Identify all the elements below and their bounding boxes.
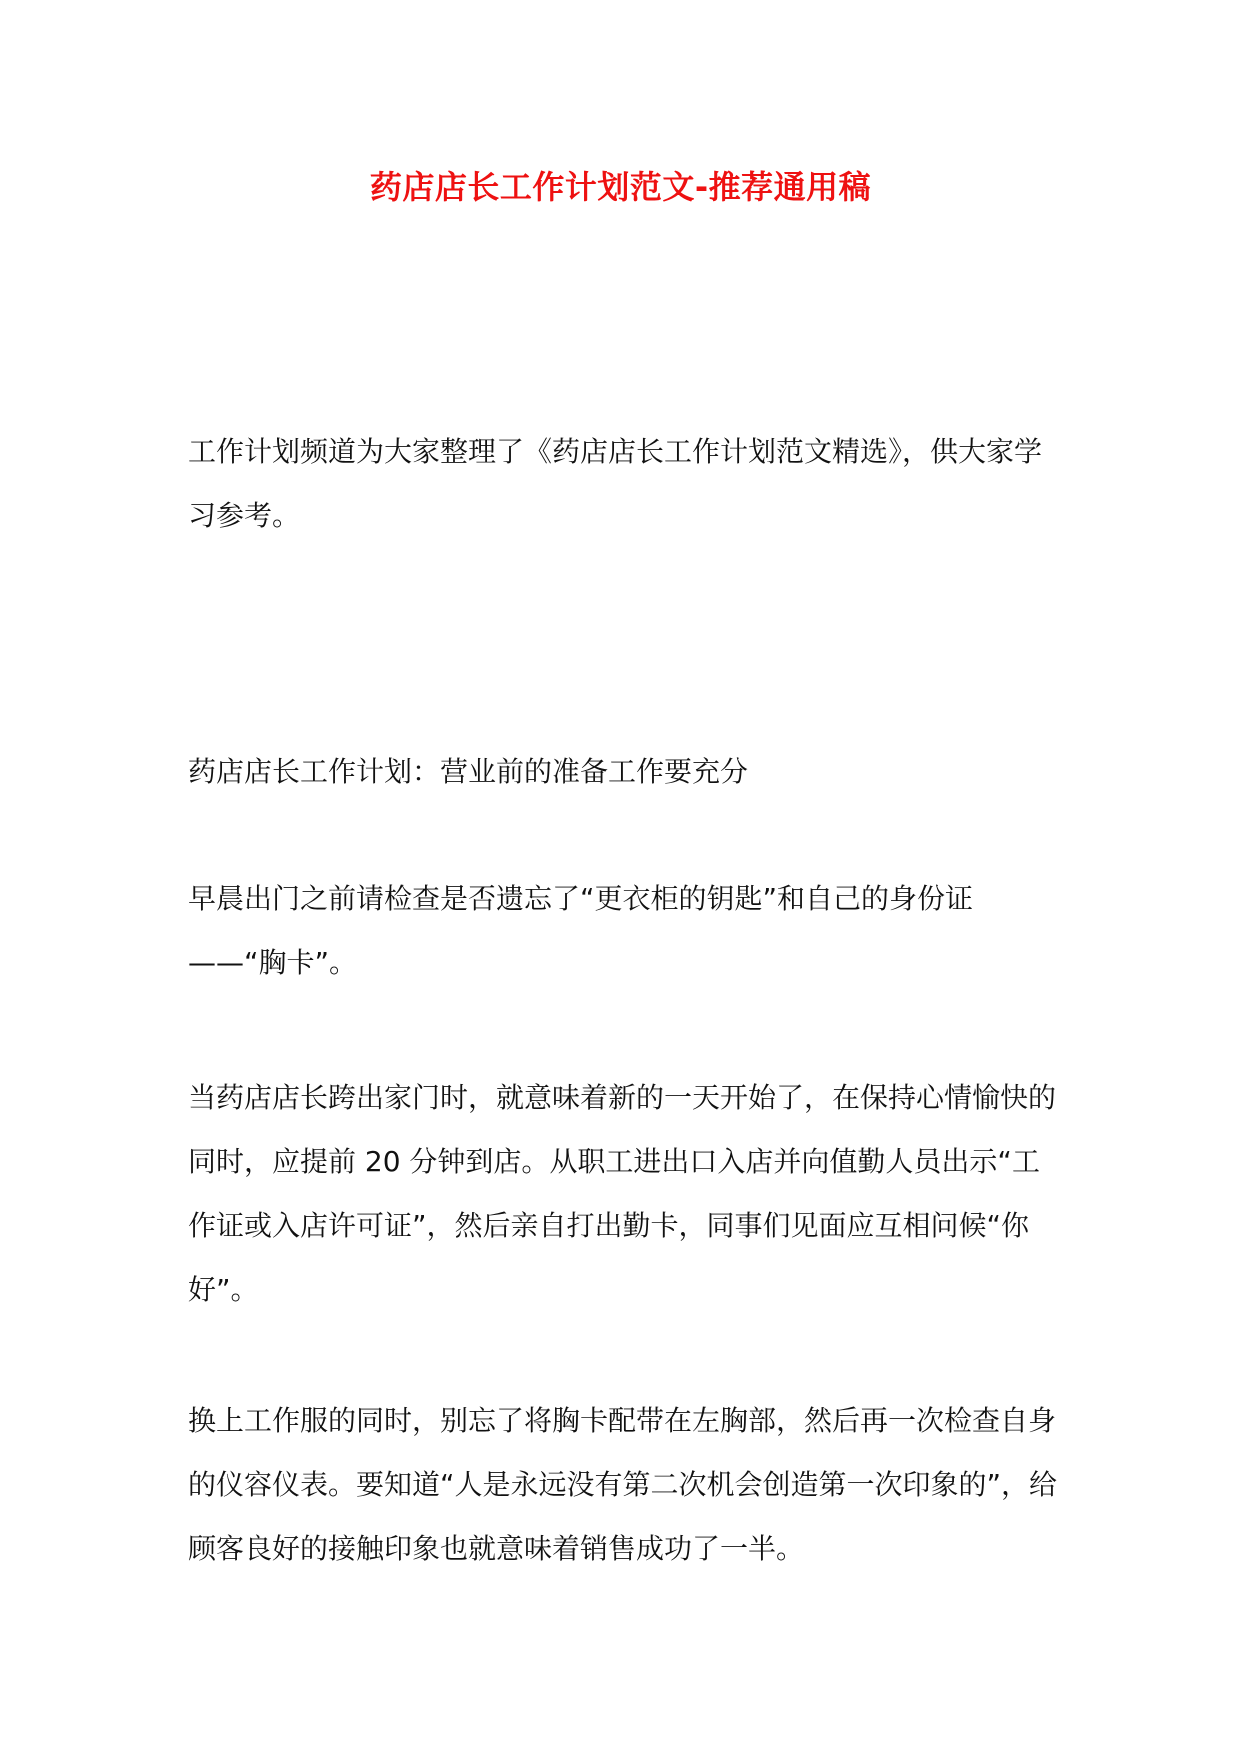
intro-paragraph: 工作计划频道为大家整理了《药店店长工作计划范文精选》，供大家学习参考。 bbox=[188, 435, 1043, 532]
morning-check-paragraph: 早晨出门之前请检查是否遗忘了“更衣柜的钥匙”和自己的身份证——“胸卡”。 bbox=[188, 882, 974, 979]
document-title: 药店店长工作计划范文-推荐通用稿 bbox=[369, 168, 872, 206]
section-heading: 药店店长工作计划：营业前的准备工作要充分 bbox=[188, 755, 749, 788]
uniform-paragraph: 换上工作服的同时，别忘了将胸卡配带在左胸部，然后再一次检查自身的仪容仪表。要知道“人是永远没有第二次机会创造第一次印象的”，给顾客良好的接触印象也就意味着销售成功了一半。 bbox=[188, 1404, 1058, 1565]
leaving-home-paragraph: 当药店店长跨出家门时，就意味着新的一天开始了，在保持心情愉快的同时，应提前 20 分钟到店。从职工进出口入店并向值勤人员出示“工作证或入店许可证”，然后亲自打出勤卡，同事们见面应互相问候“你好”。 bbox=[188, 1081, 1057, 1306]
